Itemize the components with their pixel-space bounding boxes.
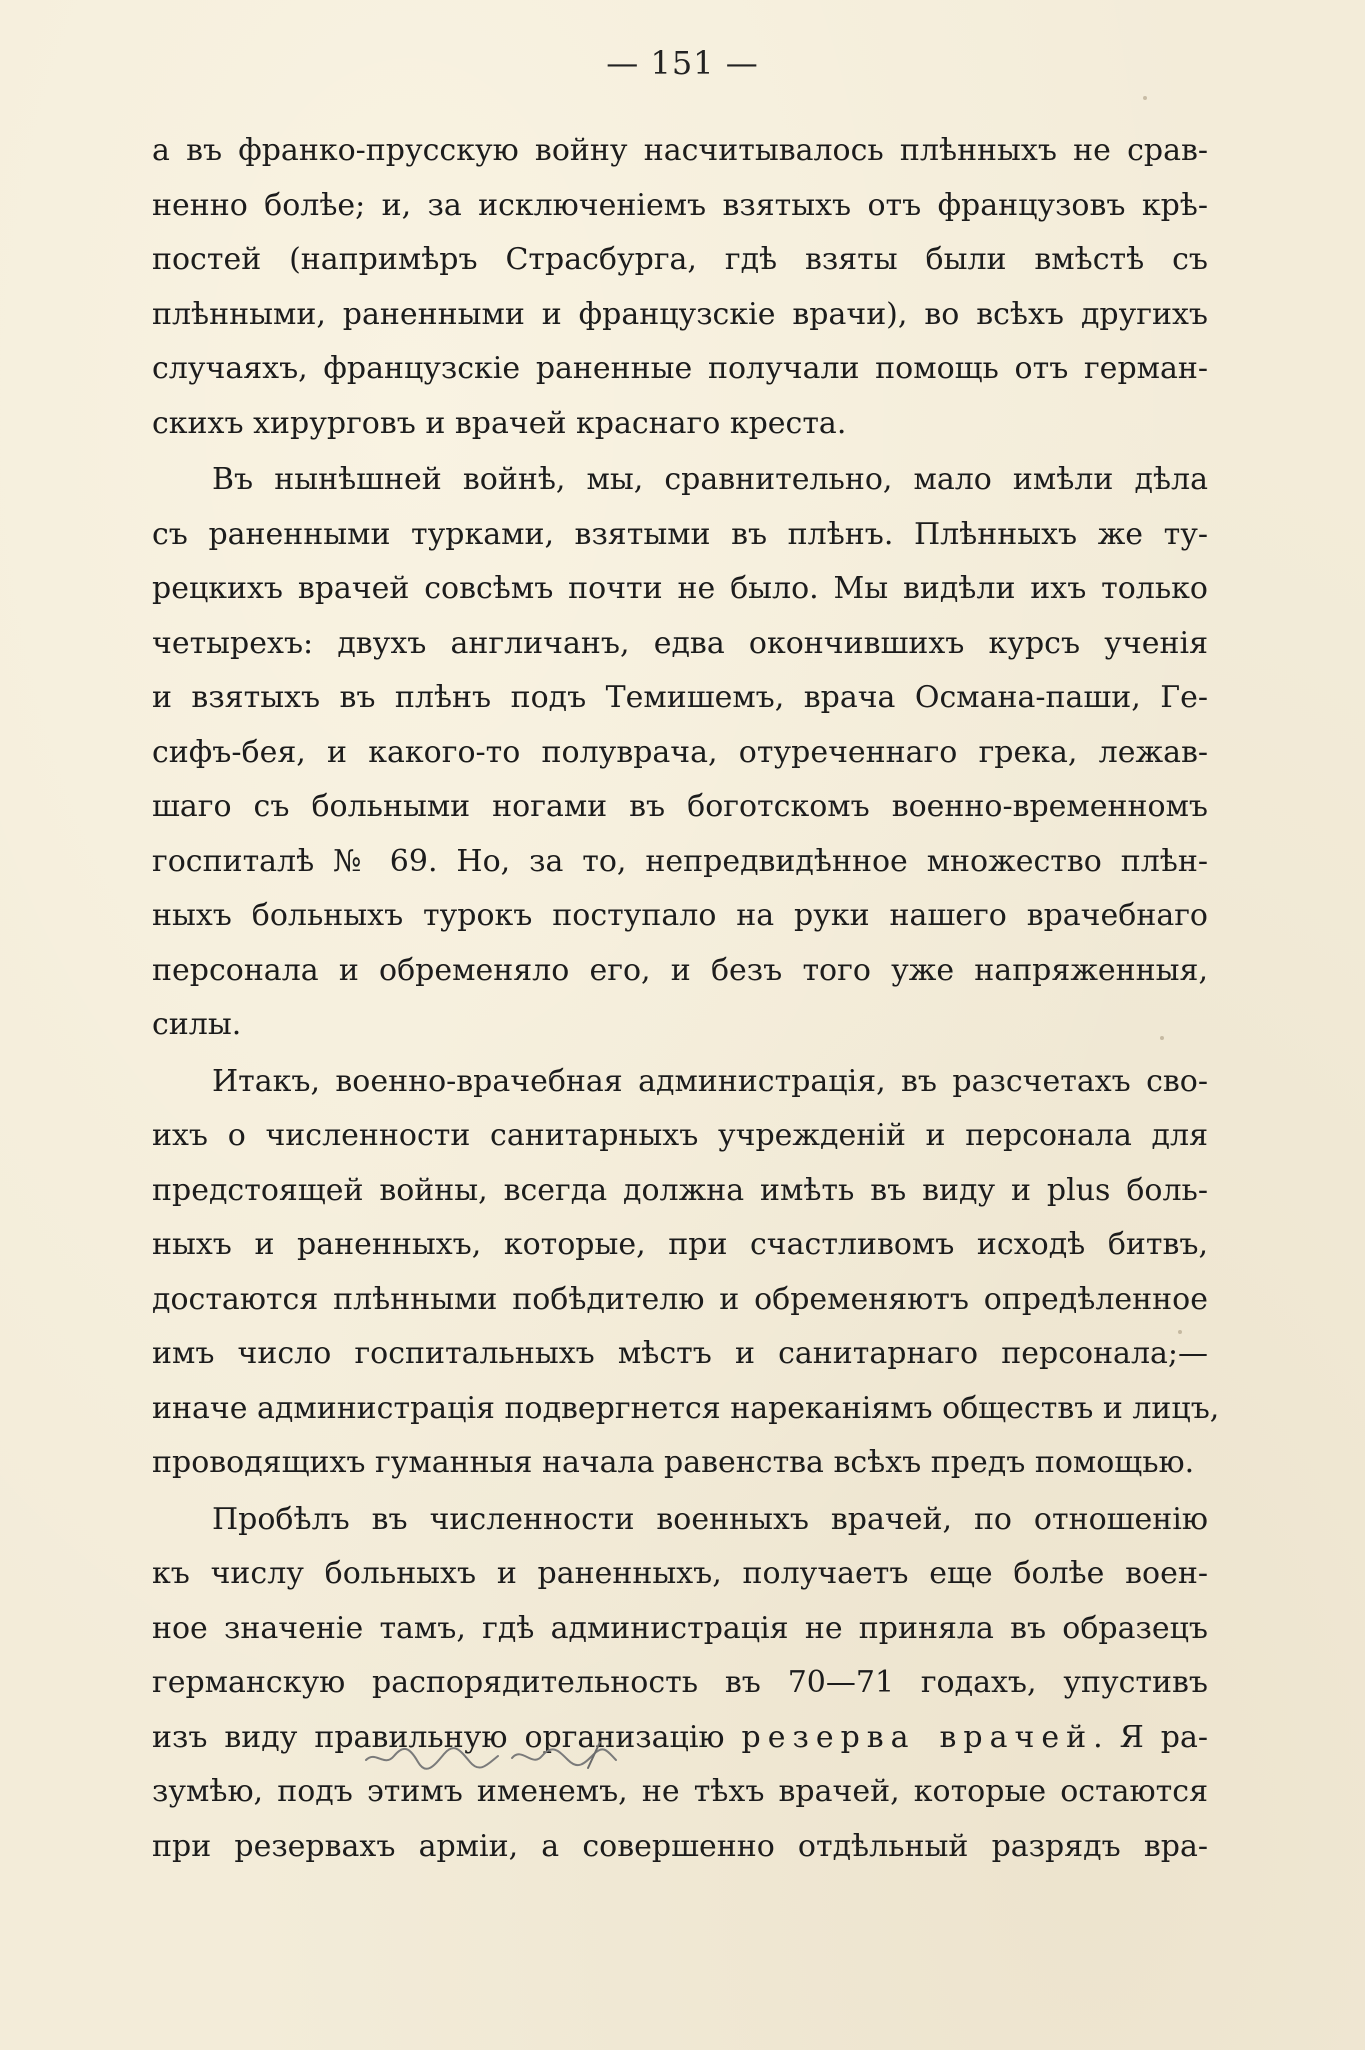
line-end: . Я ра- [1093, 1719, 1208, 1755]
paper-fleck [1178, 1330, 1182, 1334]
line-start: изъ виду правильную организацію [152, 1719, 742, 1755]
text-line: а въ франко-прусскую войну насчитывалось плѣнныхъ не срав- [152, 133, 1208, 168]
text-line: случаяхъ, французскіе раненные получали помощь отъ герман- [152, 351, 1208, 386]
text-line: Итакъ, военно-врачебная администрація, въ разсчетахъ сво- [212, 1063, 1208, 1099]
body-text [152, 124, 1220, 1876]
text-line: предстоящей войны, всегда должна имѣть въ виду и plus боль- [152, 1172, 1208, 1208]
text-line: имъ число госпитальныхъ мѣстъ и санитарнаго персонала;— [152, 1336, 1208, 1371]
paragraph-1 [152, 124, 1208, 451]
text-line: зумѣю, подъ этимъ именемъ, не тѣхъ врачей, которые остаются [152, 1774, 1208, 1809]
text-line: къ числу больныхъ и раненныхъ, получаетъ еще болѣе воен- [152, 1556, 1208, 1591]
paper-fleck [1160, 1036, 1164, 1040]
text-line: Пробѣлъ въ численности военныхъ врачей, по отношенію [212, 1501, 1208, 1537]
text-line: постей (напримѣръ Страсбурга, гдѣ взяты были вмѣстѣ съ [152, 242, 1208, 277]
page-number: — 151 — [606, 44, 759, 82]
text-line: ное значеніе тамъ, гдѣ администрація не приняла въ образецъ [152, 1610, 1208, 1646]
spaced-emphasis: резерва врачей [741, 1719, 1094, 1755]
paragraph-2 [152, 453, 1208, 1053]
text-line: ненно болѣе; и, за исключеніемъ взятыхъ отъ французовъ крѣ- [152, 187, 1208, 223]
text-line: проводящихъ гуманныя начала равенства всѣхъ предъ помощью. [152, 1445, 1195, 1480]
text-line: Въ нынѣшней войнѣ, мы, сравнительно, мало имѣли дѣла [212, 462, 1208, 497]
text-line: съ раненными турками, взятыми въ плѣнъ. Плѣнныхъ же ту- [152, 516, 1208, 552]
text-line: при резервахъ арміи, а совершенно отдѣльный разрядъ вра- [152, 1828, 1208, 1864]
text-line: германскую распорядительность въ 70—71 годахъ, упустивъ [152, 1665, 1208, 1700]
text-line: скихъ хирурговъ и врачей краснаго креста. [152, 405, 847, 441]
text-line-emphasis [152, 1711, 1208, 1766]
text-line: сифъ-бея, и какого-то полуврача, отуреченнаго грека, лежав- [152, 734, 1208, 770]
text-line: ныхъ и раненныхъ, которые, при счастливомъ исходѣ битвъ, [152, 1227, 1208, 1262]
paragraph-3 [152, 1055, 1220, 1491]
pencil-annotation [362, 1738, 622, 1772]
text-line: силы. [152, 1007, 242, 1042]
text-line: госпиталѣ № 69. Но, за то, непредвидѣнное множество плѣн- [152, 843, 1208, 879]
text-line: шаго съ больными ногами въ боготскомъ военно-временномъ [152, 789, 1208, 824]
text-line: ихъ о численности санитарныхъ учрежденій и персонала для [152, 1118, 1208, 1153]
paragraph-4 [152, 1493, 1208, 1875]
text-line: четырехъ: двухъ англичанъ, едва окончившихъ курсъ ученія [152, 625, 1208, 661]
text-line: ныхъ больныхъ турокъ поступало на руки нашего врачебнаго [152, 898, 1208, 933]
text-line: и взятыхъ въ плѣнъ подъ Темишемъ, врача Османа-паши, Ге- [152, 680, 1208, 715]
text-line: рецкихъ врачей совсѣмъ почти не было. Мы видѣли ихъ только [152, 571, 1208, 606]
text-line: достаются плѣнными побѣдителю и обременяютъ опредѣленное [152, 1281, 1208, 1317]
text-line: плѣнными, раненными и французскіе врачи), во всѣхъ другихъ [152, 296, 1208, 332]
paper-fleck [1143, 96, 1147, 100]
text-line: иначе администрація подвергнется нареканіямъ обществъ и лицъ, [152, 1390, 1220, 1426]
text-line: персонала и обременяло его, и безъ того уже напряженныя, [152, 952, 1208, 988]
